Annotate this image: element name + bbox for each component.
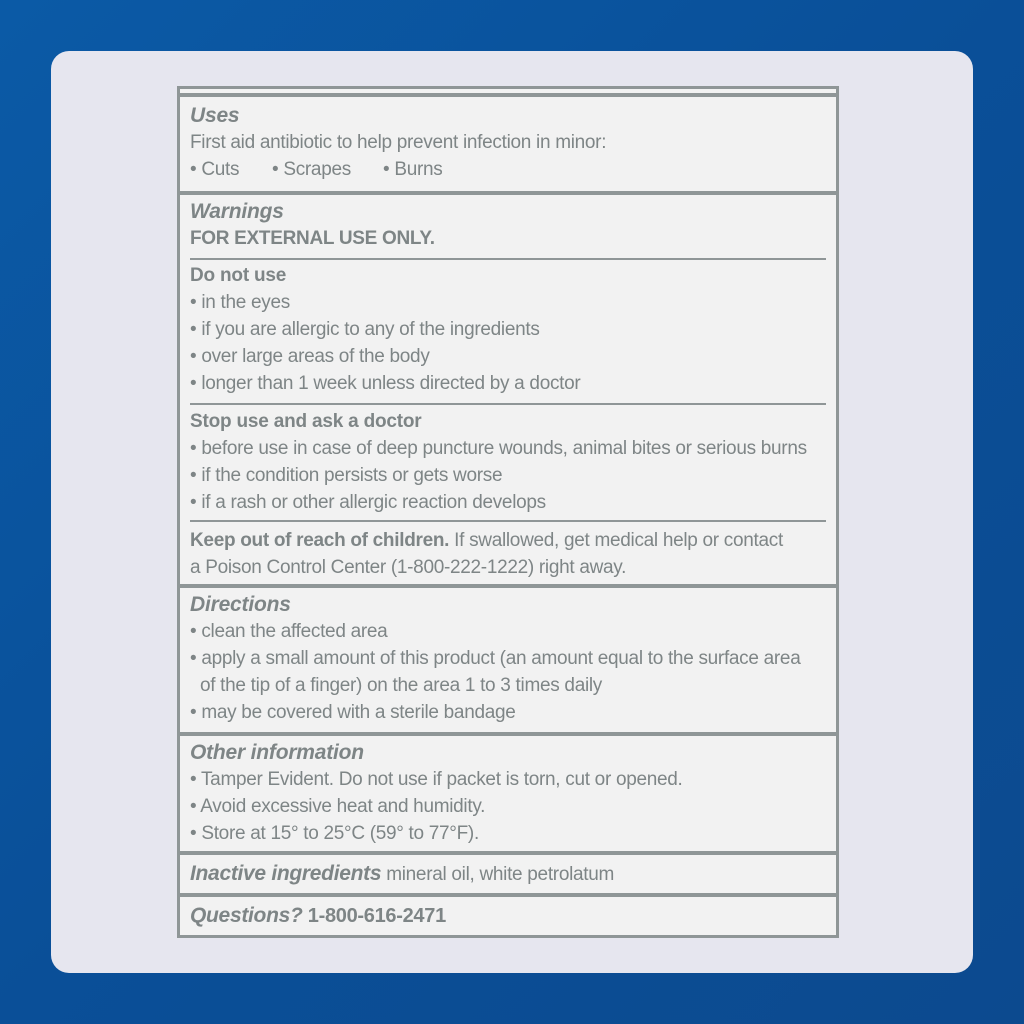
questions-phone: 1-800-616-2471 [302,905,446,927]
list-item: of the tip of a finger) on the area 1 to 3 times daily [190,675,602,696]
divider [190,403,826,405]
uses-list [190,156,826,183]
divider [180,93,836,97]
uses-heading: Uses [190,104,240,127]
list-item: • Avoid excessive heat and humidity. [190,796,486,817]
directions-heading: Directions [190,593,291,616]
other-info-section [180,740,836,847]
keep-out-bold: Keep out of reach of children. [190,530,450,551]
list-item: • clean the affected area [190,621,388,642]
divider [180,191,836,195]
uses-text: First aid antibiotic to help prevent infection in minor: [190,132,607,153]
list-item: • Store at 15° to 25°C (59° to 77°F). [190,823,479,844]
do-not-use-heading: Do not use [190,265,287,286]
questions-section [180,902,836,930]
list-item: • if you are allergic to any of the ingredients [190,319,540,340]
directions-section [180,592,836,726]
list-item: • in the eyes [190,292,290,313]
stop-use-section [180,409,836,516]
divider [190,520,826,522]
list-item: • Cuts [190,159,240,180]
inactive-heading: Inactive ingredients [190,862,382,885]
inactive-section [180,860,836,888]
list-item: • Scrapes [272,159,351,180]
list-item: • if the condition persists or gets worse [190,465,503,486]
warnings-section [180,199,836,252]
drug-facts-label [177,86,839,938]
inactive-text: mineral oil, white petrolatum [381,864,615,885]
list-item: • over large areas of the body [190,346,430,367]
divider [190,258,826,260]
external-use-text: FOR EXTERNAL USE ONLY. [190,228,435,249]
list-item: • may be covered with a sterile bandage [190,702,516,723]
divider [180,732,836,736]
list-item: • Burns [383,159,443,180]
divider [180,893,836,897]
list-item: • before use in case of deep puncture wounds, animal bites or serious burns [190,438,807,459]
poison-control-text: a Poison Control Center (1-800-222-1222) right away. [190,557,627,578]
divider [180,851,836,855]
stop-use-heading: Stop use and ask a doctor [190,411,422,432]
list-item: • Tamper Evident. Do not use if packet is torn, cut or opened. [190,769,683,790]
do-not-use-section [180,263,836,397]
list-item: • longer than 1 week unless directed by a doctor [190,373,581,394]
keep-out-text: If swallowed, get medical help or contact [449,530,783,551]
keep-out-section [180,527,836,581]
divider [180,584,836,588]
list-item: • apply a small amount of this product (an amount equal to the surface area [190,648,801,669]
other-info-heading: Other information [190,741,364,764]
questions-heading: Questions? [190,904,303,927]
list-item: • if a rash or other allergic reaction develops [190,492,546,513]
warnings-heading: Warnings [190,200,284,223]
uses-section [180,103,836,183]
